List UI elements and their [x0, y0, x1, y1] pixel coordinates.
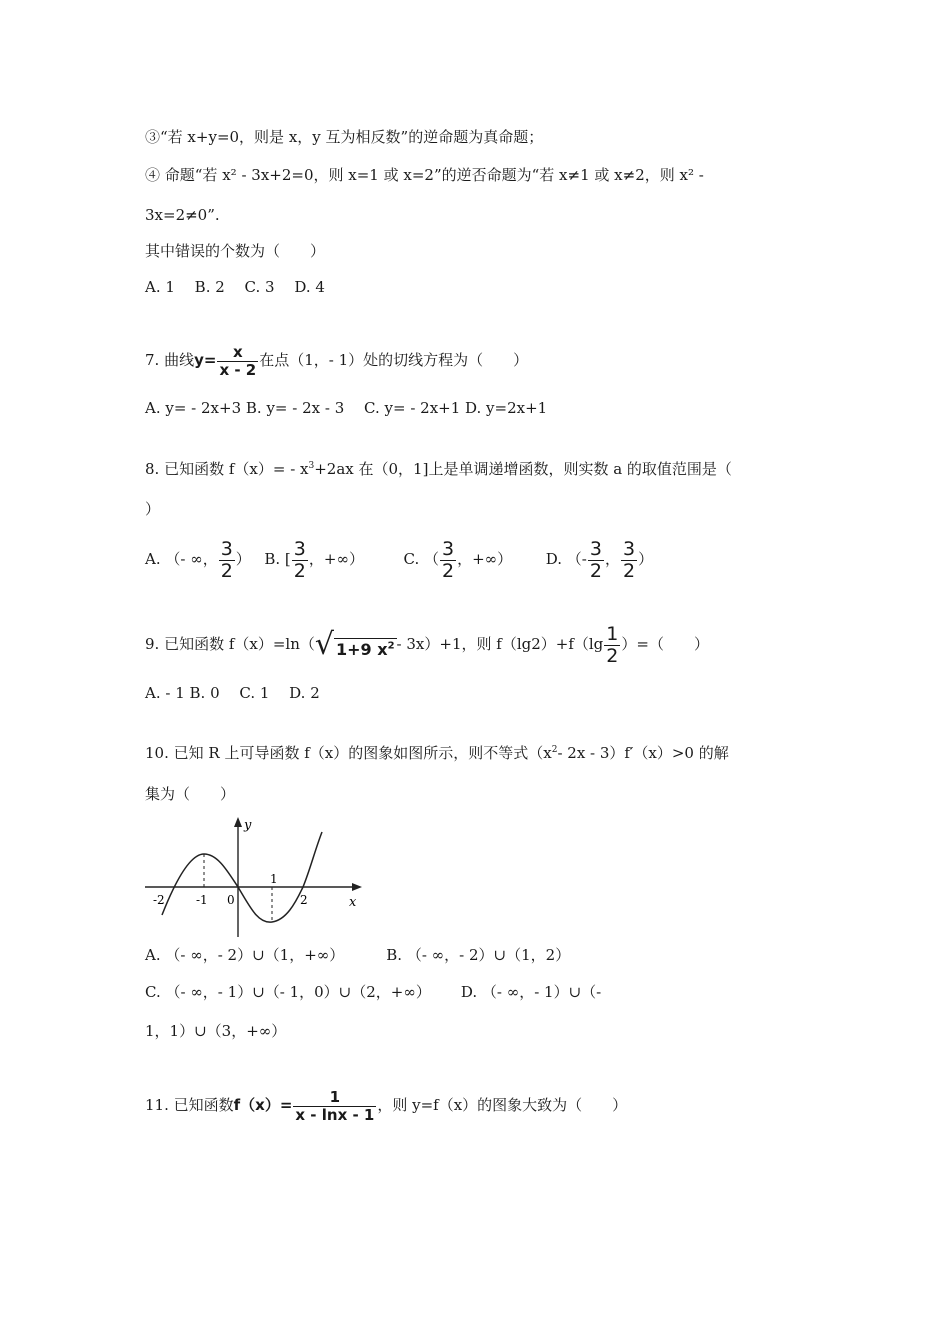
q9-prefix: 9. 已知函数 f（x）=ln（: [145, 635, 315, 653]
q10-options-row2: [145, 981, 601, 1003]
q10-optB: B. （- ∞，- 2）∪（1，2）: [386, 946, 571, 964]
q7-stem: [145, 340, 528, 380]
q10-line1: 10. 已知 R 上可导函数 f（x）的图象如图所示，则不等式（$x^2-$ 2x - 3）f′（x）>0 的解: [145, 744, 729, 762]
q9-stem: [145, 622, 709, 666]
q7-frac-num: x: [233, 342, 243, 361]
q9-mid: - 3x）+1，则 f（lg2）+f（lg: [396, 635, 604, 653]
tick-2: 2: [300, 893, 308, 907]
q11-prefix: 11. 已知函数: [145, 1096, 234, 1114]
x-axis-arrow: [352, 883, 362, 891]
q7-options: A. y= - 2x+3 B. y= - 2x - 3 C. y= - 2x+1 D. y=2x+1: [145, 399, 548, 417]
q6-item4-line2: 3x=2≠0”.: [145, 206, 220, 224]
q8-sup: 3: [308, 461, 315, 471]
q8-line1-a: 8. 已知函数 f（x）= - x: [145, 460, 309, 478]
q7-fraction: [217, 342, 258, 379]
q10-optC: C. （- ∞，- 1）∪（- 1，0）∪（2，+∞）: [145, 983, 431, 1001]
q7-suffix: 在点（1，- 1）处的切线方程为（ ）: [259, 351, 529, 369]
q8-line2: ）: [145, 500, 161, 518]
q8-optA: A. （- ∞， $\frac{3}{2}$ ）: [145, 537, 251, 582]
q6-question: 其中错误的个数为（ ）: [145, 242, 326, 260]
tick-0: 0: [227, 893, 235, 907]
q9-fraction: $\frac{1}{2}$: [606, 622, 619, 667]
q9-sqrt: √ 1+9 $x^2$: [314, 627, 395, 662]
q11-stem: [145, 1083, 627, 1127]
q8-optD: D. （- $\frac{3}{2}$ ， $\frac{3}{2}$ ）: [545, 537, 654, 582]
q9-options: A. - 1 B. 0 C. 1 D. 2: [145, 684, 320, 702]
q11-fraction: $\frac{1}{x - \ln x - 1}$: [295, 1087, 375, 1124]
q6-item3: ③“若 x+y=0，则是 x，y 互为相反数”的逆命题为真命题；: [145, 128, 544, 146]
q10-optD-line2: 1，1）∪（3，+∞）: [145, 1022, 287, 1040]
q8-line1-b: +2ax 在（0，1]上是单调递增函数，则实数 a 的取值范围是（: [314, 460, 732, 478]
tick-minus1: -1: [196, 893, 208, 907]
q11-fx: f（x）=: [233, 1096, 293, 1114]
q10-function-graph: [140, 812, 370, 942]
q10-options-row1: [145, 944, 570, 966]
y-label: y: [244, 818, 252, 833]
q10-optD-line1: D. （- ∞，- 1）∪（-: [460, 983, 602, 1001]
q7-frac-den: x - 2: [219, 360, 257, 379]
x-label: x: [349, 895, 357, 910]
tick-minus2: -2: [153, 893, 165, 907]
q7-prefix: 7. 曲线: [145, 351, 195, 369]
tick-1: 1: [270, 872, 278, 886]
q7-y-eq: y=: [194, 351, 217, 369]
q8-optB: B. [ $\frac{3}{2}$ ，+∞）: [264, 537, 364, 582]
q8-options: [145, 537, 653, 581]
q11-suffix: ，则 y=f（x）的图象大致为（ ）: [377, 1096, 628, 1114]
q10-line2: 集为（ ）: [145, 785, 236, 803]
q8-line1: [145, 458, 732, 480]
function-curve: [162, 832, 322, 922]
q8-optC: C. （ $\frac{3}{2}$ ，+∞）: [403, 537, 513, 582]
q10-optA: A. （- ∞，- 2）∪（1，+∞）: [145, 946, 345, 964]
q6-item4-line1: ④ 命题“若 x² - 3x+2=0，则 x=1 或 x=2”的逆否命题为“若 x≠1 或 x≠2，则 x² -: [145, 166, 704, 184]
q6-options: A. 1 B. 2 C. 3 D. 4: [145, 278, 325, 296]
y-axis-arrow: [234, 817, 242, 827]
q9-suffix: ）=（ ）: [621, 635, 709, 653]
